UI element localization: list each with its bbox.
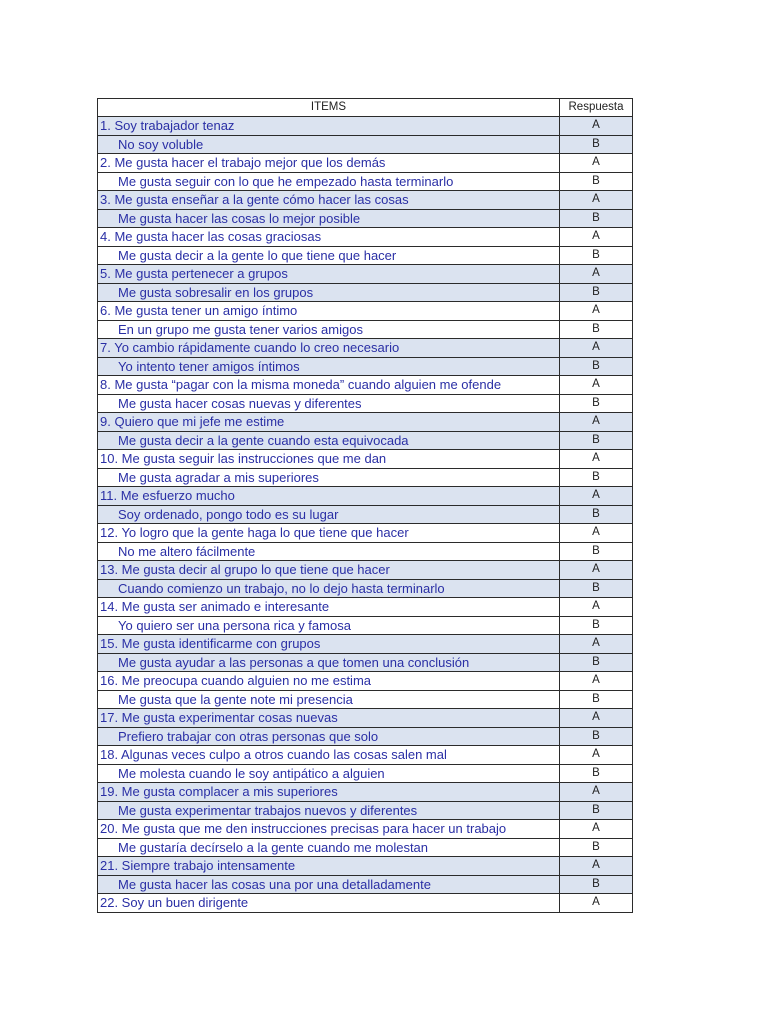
table-row	[98, 302, 633, 321]
item-text: Me gusta hacer las cosas una por una detalladamente	[98, 875, 560, 894]
response-cell: B	[560, 394, 633, 413]
table-row	[98, 653, 633, 672]
table-row	[98, 820, 633, 839]
item-text: Yo intento tener amigos íntimos	[98, 357, 560, 376]
response-cell: A	[560, 894, 633, 913]
table-row	[98, 690, 633, 709]
item-text: 13. Me gusta decir al grupo lo que tiene que hacer	[98, 561, 560, 580]
response-cell: A	[560, 709, 633, 728]
response-cell: B	[560, 801, 633, 820]
item-text: 21. Siempre trabajo intensamente	[98, 857, 560, 876]
response-cell: A	[560, 635, 633, 654]
table-row	[98, 209, 633, 228]
item-text: 18. Algunas veces culpo a otros cuando las cosas salen mal	[98, 746, 560, 765]
item-text: Me gusta hacer cosas nuevas y diferentes	[98, 394, 560, 413]
table-row	[98, 838, 633, 857]
response-cell: A	[560, 339, 633, 358]
table-row	[98, 376, 633, 395]
table-row	[98, 801, 633, 820]
table-row	[98, 561, 633, 580]
table-row	[98, 154, 633, 173]
response-cell: A	[560, 228, 633, 247]
response-cell: B	[560, 542, 633, 561]
item-text: Me gusta decir a la gente cuando esta equivocada	[98, 431, 560, 450]
response-cell: A	[560, 598, 633, 617]
item-text: 15. Me gusta identificarme con grupos	[98, 635, 560, 654]
item-text: 20. Me gusta que me den instrucciones precisas para hacer un trabajo	[98, 820, 560, 839]
table-row	[98, 191, 633, 210]
item-text: 8. Me gusta “pagar con la misma moneda” cuando alguien me ofende	[98, 376, 560, 395]
response-cell: A	[560, 450, 633, 469]
response-cell: B	[560, 357, 633, 376]
table-row	[98, 875, 633, 894]
item-text: Cuando comienzo un trabajo, no lo dejo hasta terminarlo	[98, 579, 560, 598]
response-cell: A	[560, 154, 633, 173]
response-cell: A	[560, 265, 633, 284]
item-text: 7. Yo cambio rápidamente cuando lo creo necesario	[98, 339, 560, 358]
item-text: 4. Me gusta hacer las cosas graciosas	[98, 228, 560, 247]
response-cell: A	[560, 487, 633, 506]
table-row	[98, 135, 633, 154]
table-body	[98, 117, 633, 913]
response-cell: A	[560, 561, 633, 580]
item-text: 11. Me esfuerzo mucho	[98, 487, 560, 506]
item-text: Me molesta cuando le soy antipático a alguien	[98, 764, 560, 783]
item-text: Yo quiero ser una persona rica y famosa	[98, 616, 560, 635]
table-row	[98, 505, 633, 524]
item-text: Me gusta experimentar trabajos nuevos y diferentes	[98, 801, 560, 820]
item-text: Me gusta hacer las cosas lo mejor posible	[98, 209, 560, 228]
item-text: Prefiero trabajar con otras personas que solo	[98, 727, 560, 746]
response-cell: B	[560, 320, 633, 339]
table-row	[98, 616, 633, 635]
item-text: No me altero fácilmente	[98, 542, 560, 561]
table-row	[98, 709, 633, 728]
item-text: Me gusta decir a la gente lo que tiene que hacer	[98, 246, 560, 265]
items-header: ITEMS	[98, 99, 560, 117]
response-cell: A	[560, 413, 633, 432]
item-text: 14. Me gusta ser animado e interesante	[98, 598, 560, 617]
table-row	[98, 894, 633, 913]
response-cell: B	[560, 875, 633, 894]
table-row	[98, 598, 633, 617]
questionnaire-table	[97, 98, 633, 913]
response-cell: B	[560, 172, 633, 191]
table-row	[98, 857, 633, 876]
table-row	[98, 579, 633, 598]
table-row	[98, 246, 633, 265]
response-cell: B	[560, 246, 633, 265]
item-text: 17. Me gusta experimentar cosas nuevas	[98, 709, 560, 728]
item-text: 12. Yo logro que la gente haga lo que tiene que hacer	[98, 524, 560, 543]
response-cell: B	[560, 468, 633, 487]
table-row	[98, 283, 633, 302]
table-row	[98, 764, 633, 783]
item-text: 5. Me gusta pertenecer a grupos	[98, 265, 560, 284]
item-text: 22. Soy un buen dirigente	[98, 894, 560, 913]
table-row	[98, 357, 633, 376]
response-cell: B	[560, 209, 633, 228]
response-cell: B	[560, 616, 633, 635]
response-cell: A	[560, 117, 633, 136]
response-cell: A	[560, 302, 633, 321]
response-header: Respuesta	[560, 99, 633, 117]
response-cell: A	[560, 672, 633, 691]
table-row	[98, 431, 633, 450]
item-text: 1. Soy trabajador tenaz	[98, 117, 560, 136]
response-cell: B	[560, 653, 633, 672]
table-row	[98, 727, 633, 746]
response-cell: B	[560, 579, 633, 598]
table-row	[98, 468, 633, 487]
item-text: En un grupo me gusta tener varios amigos	[98, 320, 560, 339]
table-row	[98, 783, 633, 802]
item-text: Me gustaría decírselo a la gente cuando me molestan	[98, 838, 560, 857]
table-row	[98, 265, 633, 284]
header-row	[98, 99, 633, 117]
item-text: 3. Me gusta enseñar a la gente cómo hacer las cosas	[98, 191, 560, 210]
response-cell: B	[560, 135, 633, 154]
item-text: 2. Me gusta hacer el trabajo mejor que los demás	[98, 154, 560, 173]
item-text: Me gusta ayudar a las personas a que tomen una conclusión	[98, 653, 560, 672]
table-row	[98, 320, 633, 339]
response-cell: A	[560, 783, 633, 802]
table-row	[98, 635, 633, 654]
item-text: 16. Me preocupa cuando alguien no me estima	[98, 672, 560, 691]
response-cell: B	[560, 764, 633, 783]
response-cell: A	[560, 820, 633, 839]
table-row	[98, 172, 633, 191]
table-row	[98, 542, 633, 561]
item-text: Me gusta que la gente note mi presencia	[98, 690, 560, 709]
response-cell: B	[560, 283, 633, 302]
table-row	[98, 450, 633, 469]
table-row	[98, 672, 633, 691]
table-row	[98, 394, 633, 413]
response-cell: B	[560, 431, 633, 450]
response-cell: B	[560, 505, 633, 524]
item-text: 10. Me gusta seguir las instrucciones que me dan	[98, 450, 560, 469]
response-cell: A	[560, 857, 633, 876]
table-row	[98, 746, 633, 765]
response-cell: A	[560, 376, 633, 395]
response-cell: B	[560, 727, 633, 746]
item-text: 6. Me gusta tener un amigo íntimo	[98, 302, 560, 321]
table-row	[98, 117, 633, 136]
response-cell: B	[560, 838, 633, 857]
table-row	[98, 339, 633, 358]
table-row	[98, 413, 633, 432]
response-cell: A	[560, 746, 633, 765]
table-row	[98, 524, 633, 543]
response-cell: B	[560, 690, 633, 709]
item-text: 9. Quiero que mi jefe me estime	[98, 413, 560, 432]
table-row	[98, 487, 633, 506]
item-text: Me gusta sobresalir en los grupos	[98, 283, 560, 302]
item-text: Soy ordenado, pongo todo es su lugar	[98, 505, 560, 524]
item-text: Me gusta seguir con lo que he empezado hasta terminarlo	[98, 172, 560, 191]
item-text: 19. Me gusta complacer a mis superiores	[98, 783, 560, 802]
item-text: No soy voluble	[98, 135, 560, 154]
response-cell: A	[560, 524, 633, 543]
table-row	[98, 228, 633, 247]
response-cell: A	[560, 191, 633, 210]
item-text: Me gusta agradar a mis superiores	[98, 468, 560, 487]
